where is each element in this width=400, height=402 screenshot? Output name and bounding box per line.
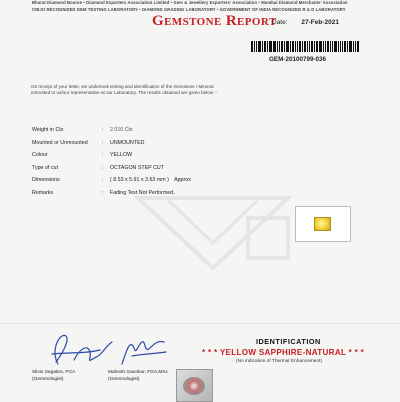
identification-note: (No indication of Thermal Enhancement)	[236, 359, 323, 364]
barcode-bar	[353, 41, 354, 52]
signatory-role: (Gemmologist)	[32, 376, 64, 382]
signatory-1	[32, 370, 75, 383]
dimensions-approx: Approx	[174, 177, 191, 184]
barcode-bar	[299, 41, 301, 52]
detail-row-weight	[32, 124, 352, 137]
barcode-bar	[279, 41, 280, 52]
barcode-bar	[284, 41, 285, 52]
detail-row-colour	[32, 149, 352, 162]
report-date	[272, 19, 339, 26]
report-title: Gemstone Report	[152, 13, 277, 29]
barcode-bar	[355, 41, 356, 52]
barcode-bar	[304, 41, 307, 52]
barcode-bar	[262, 41, 263, 52]
detail-value: YELLOW	[110, 152, 133, 159]
barcode	[251, 41, 359, 52]
signatory-name: Mahesh Gaonkar, FGA,MSc	[108, 370, 168, 375]
intro-line: entrusted to us/our representative at our Laboratory. The results obtained are given below :-	[31, 90, 218, 96]
barcode-bar	[323, 41, 324, 52]
barcode-bar	[307, 41, 308, 52]
accreditations-line: CIBJO RECOGNIZED GEM TESTING LABORATORY • DIAMOND GRADING LABORATORY • GOVERNMENT OF INDIA RECOGNIZED R & D LABORATORY	[32, 7, 346, 12]
barcode-bar	[264, 41, 266, 52]
barcode-bar	[349, 41, 352, 52]
barcode-bar	[281, 41, 283, 52]
barcode-bar	[327, 41, 329, 52]
intro-text	[31, 84, 331, 97]
detail-colon: :	[102, 152, 104, 159]
detail-colon: :	[102, 127, 104, 134]
detail-label: Weight in Cts	[32, 127, 64, 134]
barcode-bar	[319, 41, 322, 52]
barcode-bar	[270, 41, 272, 52]
barcode-bar	[277, 41, 278, 52]
seal-emblem	[183, 377, 205, 395]
associations-line: Bharat Diamond Bourse • Diamond Exporters Association Limited • Gem & Jewellery Exporters' Association • Mumbai Diamond Merchants' Association	[32, 0, 348, 5]
detail-value: OCTAGON STEP CUT	[110, 164, 164, 171]
report-number: GEM-20100799-036	[269, 56, 327, 63]
detail-colon: :	[102, 189, 104, 196]
barcode-bar	[330, 41, 331, 52]
detail-value: UNMOUNTED	[110, 139, 145, 146]
barcode-bar	[297, 41, 298, 52]
barcode-bar	[302, 41, 303, 52]
barcode-bar	[286, 41, 289, 52]
barcode-bar	[342, 41, 343, 52]
signature-2-image	[112, 324, 174, 370]
signatory-role: (Gemmologist)	[108, 376, 140, 382]
detail-colon: :	[102, 139, 104, 146]
barcode-bar	[338, 41, 340, 52]
barcode-bar	[311, 41, 313, 52]
barcode-bar	[273, 41, 276, 52]
barcode-bar	[295, 41, 296, 52]
barcode-bar	[258, 41, 261, 52]
detail-label: Mounted or Unmounted	[32, 139, 88, 146]
barcode-bar	[314, 41, 315, 52]
barcode-bar	[357, 41, 359, 52]
identification-heading: IDENTIFICATION	[256, 337, 321, 346]
signatory-name: Silvio Segatira, FGA	[32, 370, 76, 375]
barcode-bar	[267, 41, 268, 52]
barcode-bar	[344, 41, 346, 52]
detail-label: Dimensions	[32, 177, 60, 184]
detail-label: Remarks	[32, 189, 54, 196]
identification-result: * * * YELLOW SAPPHIRE-NATURAL * * *	[202, 348, 365, 357]
barcode-bar	[332, 41, 333, 52]
gemstone-image	[314, 217, 331, 231]
intro-line: On receipt of your letter, we undertook testing and identification of the Gemstone / Mineral	[31, 84, 214, 89]
detail-label: Type of cut	[32, 164, 58, 171]
detail-colon: :	[102, 164, 104, 171]
hologram-seal	[176, 369, 213, 402]
barcode-bar	[251, 41, 253, 52]
barcode-bar	[309, 41, 310, 52]
barcode-bar	[334, 41, 337, 52]
barcode-bar	[347, 41, 348, 52]
detail-value: 2.010 Cts	[110, 127, 133, 134]
associations-header	[0, 0, 400, 14]
barcode-bar	[325, 41, 326, 52]
barcode-bar	[256, 41, 257, 52]
barcode-bar	[316, 41, 318, 52]
barcode-bar	[292, 41, 294, 52]
barcode-bar	[340, 41, 341, 52]
date-label: Date:	[272, 19, 288, 26]
detail-value: Fading Test Not Performed.	[110, 189, 175, 196]
detail-colon: :	[102, 177, 104, 184]
detail-row-dimensions	[32, 174, 352, 187]
barcode-bar	[269, 41, 270, 52]
gemstone-photo	[295, 206, 351, 242]
detail-row-mounting	[32, 137, 352, 150]
date-value: 27-Feb-2021	[301, 19, 339, 26]
detail-value	[110, 177, 352, 183]
barcode-bar	[290, 41, 291, 52]
signatory-2	[108, 370, 168, 383]
watermark-emblem	[128, 188, 298, 274]
detail-row-cut	[32, 162, 352, 175]
signature-1-image	[40, 324, 120, 370]
barcode-bar	[254, 41, 255, 52]
detail-label: Colour	[32, 152, 48, 159]
dimensions-value: ( 8.53 x 5.91 x 3.63 mm )	[110, 177, 169, 184]
